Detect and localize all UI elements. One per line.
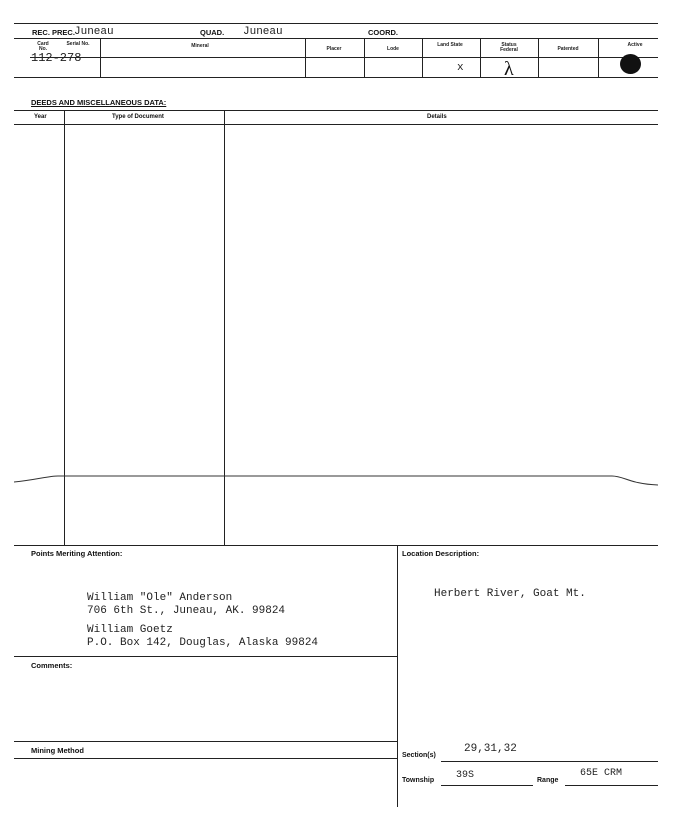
mining-method-label: Mining Method	[31, 746, 84, 755]
status-federal-value: λ	[504, 58, 514, 80]
info-divider-4	[422, 38, 423, 77]
col-mineral: Mineral	[191, 43, 209, 49]
info-divider-1	[100, 38, 101, 77]
deeds-col-type: Type of Document	[112, 114, 164, 120]
deeds-bottom-line	[14, 545, 658, 546]
location-label: Location Description:	[402, 549, 480, 558]
points-label: Points Meriting Attention:	[31, 549, 123, 558]
township-value: 39S	[456, 770, 475, 781]
info-divider-6	[538, 38, 539, 77]
active-filled-dot	[620, 54, 641, 74]
info-divider-3	[364, 38, 365, 77]
deeds-col-details: Details	[427, 114, 447, 120]
sections-label: Section(s)	[402, 752, 436, 759]
quad-value: Juneau	[243, 26, 283, 38]
rec-prec-label: REC. PREC.	[32, 28, 75, 37]
points-text	[87, 592, 387, 650]
mining-bottom-line	[14, 758, 397, 759]
col-card-no: Card No.	[37, 41, 49, 52]
card-serial-value: 112-278	[31, 51, 82, 65]
header-bottom-line	[14, 38, 658, 39]
coord-label: COORD.	[368, 28, 398, 37]
rec-prec-value: Juneau	[74, 26, 114, 38]
scan-fold-line	[14, 470, 658, 492]
deeds-header-line	[14, 124, 658, 125]
info-divider-5	[480, 38, 481, 77]
col-lode: Lode	[387, 46, 399, 52]
deeds-col-year: Year	[34, 114, 47, 120]
info-bottom-line	[14, 77, 658, 78]
col-serial-no: Serial No.	[66, 41, 90, 47]
sections-value: 29,31,32	[464, 743, 517, 755]
col-active: Active	[627, 42, 643, 48]
col-patented: Patented	[557, 46, 579, 52]
points-line-3: William Goetz	[87, 624, 173, 636]
township-label: Township	[402, 777, 435, 784]
points-line-2: 706 6th St., Juneau, AK. 99824	[87, 605, 286, 617]
range-underline	[565, 785, 658, 786]
comments-bottom-line	[14, 741, 397, 742]
township-underline	[441, 785, 533, 786]
info-header-line	[30, 57, 658, 58]
comments-label: Comments:	[31, 661, 73, 670]
range-value: 65E CRM	[580, 768, 623, 779]
info-divider-2	[305, 38, 306, 77]
quad-label: QUAD.	[200, 28, 225, 37]
header-top-line	[14, 23, 658, 24]
points-bottom-line	[14, 656, 397, 657]
col-status-federal: Status Federal	[500, 42, 518, 53]
bottom-center-divider	[397, 545, 398, 807]
col-placer: Placer	[326, 46, 342, 52]
location-value: Herbert River, Goat Mt.	[434, 588, 586, 600]
points-line-1: William "Ole" Anderson	[87, 592, 233, 604]
deeds-section-title: DEEDS AND MISCELLANEOUS DATA:	[31, 98, 167, 107]
range-label: Range	[537, 777, 559, 784]
deeds-top-line	[14, 110, 658, 111]
info-divider-7	[598, 38, 599, 77]
col-land-state: Land State	[437, 42, 463, 48]
land-state-value: x	[457, 62, 464, 74]
sections-underline	[441, 761, 658, 762]
points-line-4: P.O. Box 142, Douglas, Alaska 99824	[87, 637, 319, 649]
